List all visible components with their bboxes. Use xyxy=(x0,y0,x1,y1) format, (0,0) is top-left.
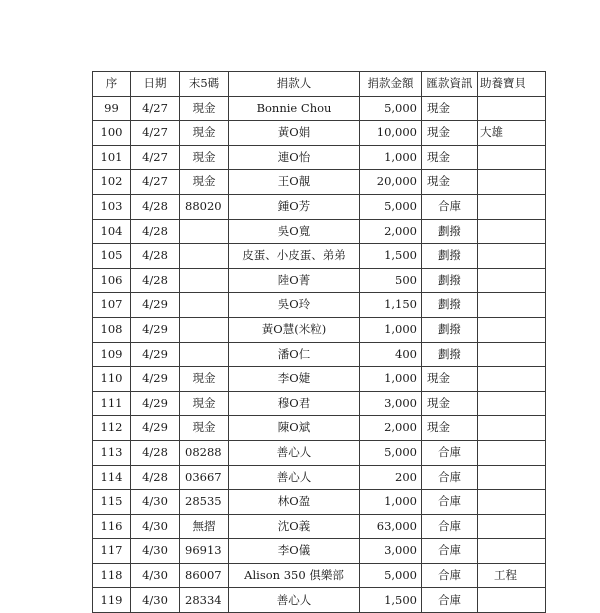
cell-seq: 104 xyxy=(93,219,131,244)
table-row xyxy=(93,317,546,342)
cell-date: 4/28 xyxy=(131,219,180,244)
cell-sponsor xyxy=(478,145,546,170)
cell-date: 4/28 xyxy=(131,465,180,490)
cell-amount: 1,000 xyxy=(360,490,422,515)
cell-date: 4/30 xyxy=(131,514,180,539)
cell-date: 4/27 xyxy=(131,145,180,170)
cell-seq: 107 xyxy=(93,293,131,318)
cell-amount: 1,000 xyxy=(360,367,422,392)
cell-donor: 鍾O芳 xyxy=(229,194,360,219)
cell-date: 4/29 xyxy=(131,342,180,367)
table-row xyxy=(93,96,546,121)
cell-remit-info: 劃撥 xyxy=(422,268,478,293)
table-row xyxy=(93,416,546,441)
cell-amount: 1,500 xyxy=(360,588,422,613)
table-row xyxy=(93,490,546,515)
cell-remit-info: 現金 xyxy=(422,367,478,392)
cell-sponsor xyxy=(478,465,546,490)
cell-remit-info: 劃撥 xyxy=(422,244,478,269)
cell-date: 4/29 xyxy=(131,293,180,318)
cell-amount: 1,000 xyxy=(360,317,422,342)
table-header-row xyxy=(93,72,546,97)
cell-sponsor xyxy=(478,440,546,465)
cell-date: 4/30 xyxy=(131,563,180,588)
header-amount: 捐款金額 xyxy=(360,72,422,97)
cell-remit-info: 合庫 xyxy=(422,563,478,588)
cell-amount: 5,000 xyxy=(360,563,422,588)
cell-remit-info: 現金 xyxy=(422,96,478,121)
cell-sponsor xyxy=(478,244,546,269)
cell-remit-info: 合庫 xyxy=(422,588,478,613)
header-last5: 末5碼 xyxy=(180,72,229,97)
cell-amount: 2,000 xyxy=(360,416,422,441)
cell-donor: 連O怡 xyxy=(229,145,360,170)
cell-amount: 5,000 xyxy=(360,194,422,219)
cell-remit-info: 合庫 xyxy=(422,490,478,515)
cell-amount: 500 xyxy=(360,268,422,293)
cell-date: 4/29 xyxy=(131,367,180,392)
cell-donor: 善心人 xyxy=(229,588,360,613)
cell-donor: 吳O寬 xyxy=(229,219,360,244)
table-row xyxy=(93,514,546,539)
cell-donor: 善心人 xyxy=(229,440,360,465)
cell-sponsor xyxy=(478,367,546,392)
cell-amount: 1,150 xyxy=(360,293,422,318)
cell-last5: 現金 xyxy=(180,96,229,121)
cell-last5: 現金 xyxy=(180,121,229,146)
table-row xyxy=(93,293,546,318)
header-seq: 序 xyxy=(93,72,131,97)
cell-amount: 200 xyxy=(360,465,422,490)
cell-seq: 100 xyxy=(93,121,131,146)
cell-date: 4/28 xyxy=(131,244,180,269)
header-donor: 捐款人 xyxy=(229,72,360,97)
cell-donor: 王O靚 xyxy=(229,170,360,195)
cell-donor: 李O儀 xyxy=(229,539,360,564)
table-row xyxy=(93,268,546,293)
table-row xyxy=(93,539,546,564)
cell-sponsor xyxy=(478,490,546,515)
table-row xyxy=(93,367,546,392)
cell-donor: 善心人 xyxy=(229,465,360,490)
table-body xyxy=(93,96,546,612)
cell-last5: 86007 xyxy=(180,563,229,588)
cell-donor: 陳O斌 xyxy=(229,416,360,441)
cell-sponsor xyxy=(478,170,546,195)
cell-seq: 110 xyxy=(93,367,131,392)
cell-remit-info: 合庫 xyxy=(422,194,478,219)
cell-date: 4/27 xyxy=(131,96,180,121)
cell-donor: 黃O慧(米粒) xyxy=(229,317,360,342)
cell-donor: 潘O仁 xyxy=(229,342,360,367)
cell-sponsor xyxy=(478,96,546,121)
cell-donor: 穆O君 xyxy=(229,391,360,416)
cell-amount: 400 xyxy=(360,342,422,367)
cell-sponsor xyxy=(478,219,546,244)
cell-date: 4/28 xyxy=(131,194,180,219)
cell-amount: 63,000 xyxy=(360,514,422,539)
cell-sponsor xyxy=(478,588,546,613)
cell-sponsor xyxy=(478,268,546,293)
cell-sponsor xyxy=(478,416,546,441)
cell-seq: 116 xyxy=(93,514,131,539)
cell-date: 4/30 xyxy=(131,588,180,613)
cell-donor: 陸O菁 xyxy=(229,268,360,293)
table-row xyxy=(93,244,546,269)
cell-last5: 無摺 xyxy=(180,514,229,539)
cell-last5 xyxy=(180,317,229,342)
table-row xyxy=(93,563,546,588)
cell-last5: 88020 xyxy=(180,194,229,219)
cell-seq: 106 xyxy=(93,268,131,293)
cell-remit-info: 現金 xyxy=(422,391,478,416)
cell-sponsor xyxy=(478,539,546,564)
cell-sponsor xyxy=(478,194,546,219)
cell-donor: 皮蛋、小皮蛋、弟弟 xyxy=(229,244,360,269)
table-row xyxy=(93,170,546,195)
cell-last5: 現金 xyxy=(180,391,229,416)
cell-donor: 林O盈 xyxy=(229,490,360,515)
cell-remit-info: 合庫 xyxy=(422,514,478,539)
cell-last5: 現金 xyxy=(180,367,229,392)
cell-remit-info: 現金 xyxy=(422,170,478,195)
cell-date: 4/27 xyxy=(131,170,180,195)
table-row xyxy=(93,342,546,367)
cell-remit-info: 現金 xyxy=(422,121,478,146)
cell-seq: 99 xyxy=(93,96,131,121)
cell-donor: 黃O娟 xyxy=(229,121,360,146)
cell-seq: 113 xyxy=(93,440,131,465)
cell-last5: 現金 xyxy=(180,416,229,441)
cell-date: 4/27 xyxy=(131,121,180,146)
cell-remit-info: 劃撥 xyxy=(422,317,478,342)
cell-donor: Bonnie Chou xyxy=(229,96,360,121)
cell-sponsor xyxy=(478,342,546,367)
cell-seq: 111 xyxy=(93,391,131,416)
cell-amount: 1,000 xyxy=(360,145,422,170)
cell-last5: 28334 xyxy=(180,588,229,613)
cell-seq: 114 xyxy=(93,465,131,490)
cell-amount: 20,000 xyxy=(360,170,422,195)
cell-date: 4/28 xyxy=(131,440,180,465)
cell-sponsor xyxy=(478,514,546,539)
cell-remit-info: 合庫 xyxy=(422,440,478,465)
cell-amount: 1,500 xyxy=(360,244,422,269)
cell-sponsor xyxy=(478,317,546,342)
cell-seq: 102 xyxy=(93,170,131,195)
cell-remit-info: 劃撥 xyxy=(422,219,478,244)
cell-last5 xyxy=(180,342,229,367)
cell-last5: 28535 xyxy=(180,490,229,515)
table-row xyxy=(93,219,546,244)
cell-last5: 03667 xyxy=(180,465,229,490)
cell-remit-info: 劃撥 xyxy=(422,342,478,367)
cell-remit-info: 現金 xyxy=(422,416,478,441)
cell-last5: 現金 xyxy=(180,170,229,195)
header-date: 日期 xyxy=(131,72,180,97)
table-row xyxy=(93,588,546,613)
cell-date: 4/29 xyxy=(131,391,180,416)
cell-donor: Alison 350 俱樂部 xyxy=(229,563,360,588)
cell-remit-info: 合庫 xyxy=(422,465,478,490)
table-row xyxy=(93,121,546,146)
cell-seq: 117 xyxy=(93,539,131,564)
header-sponsor: 助養寶貝 xyxy=(478,72,546,97)
cell-seq: 112 xyxy=(93,416,131,441)
cell-amount: 5,000 xyxy=(360,96,422,121)
cell-date: 4/30 xyxy=(131,490,180,515)
table-row xyxy=(93,194,546,219)
cell-donor: 沈O義 xyxy=(229,514,360,539)
table-row xyxy=(93,440,546,465)
cell-seq: 101 xyxy=(93,145,131,170)
cell-donor: 李O婕 xyxy=(229,367,360,392)
cell-remit-info: 合庫 xyxy=(422,539,478,564)
cell-date: 4/29 xyxy=(131,317,180,342)
cell-seq: 103 xyxy=(93,194,131,219)
cell-sponsor: 工程 xyxy=(478,563,546,588)
donation-table xyxy=(92,71,546,613)
cell-amount: 5,000 xyxy=(360,440,422,465)
cell-last5 xyxy=(180,293,229,318)
cell-seq: 115 xyxy=(93,490,131,515)
cell-donor: 吳O玲 xyxy=(229,293,360,318)
cell-seq: 105 xyxy=(93,244,131,269)
cell-sponsor xyxy=(478,391,546,416)
cell-seq: 119 xyxy=(93,588,131,613)
table-row xyxy=(93,145,546,170)
cell-last5 xyxy=(180,268,229,293)
cell-seq: 118 xyxy=(93,563,131,588)
cell-amount: 10,000 xyxy=(360,121,422,146)
cell-last5: 96913 xyxy=(180,539,229,564)
cell-date: 4/28 xyxy=(131,268,180,293)
cell-amount: 3,000 xyxy=(360,539,422,564)
cell-date: 4/29 xyxy=(131,416,180,441)
cell-last5: 現金 xyxy=(180,145,229,170)
cell-seq: 109 xyxy=(93,342,131,367)
cell-seq: 108 xyxy=(93,317,131,342)
header-info: 匯款資訊 xyxy=(422,72,478,97)
cell-last5 xyxy=(180,219,229,244)
cell-remit-info: 劃撥 xyxy=(422,293,478,318)
cell-amount: 2,000 xyxy=(360,219,422,244)
cell-remit-info: 現金 xyxy=(422,145,478,170)
cell-date: 4/30 xyxy=(131,539,180,564)
table-row xyxy=(93,465,546,490)
cell-sponsor: 大雄 xyxy=(478,121,546,146)
table-row xyxy=(93,391,546,416)
cell-last5 xyxy=(180,244,229,269)
cell-amount: 3,000 xyxy=(360,391,422,416)
cell-last5: 08288 xyxy=(180,440,229,465)
cell-sponsor xyxy=(478,293,546,318)
